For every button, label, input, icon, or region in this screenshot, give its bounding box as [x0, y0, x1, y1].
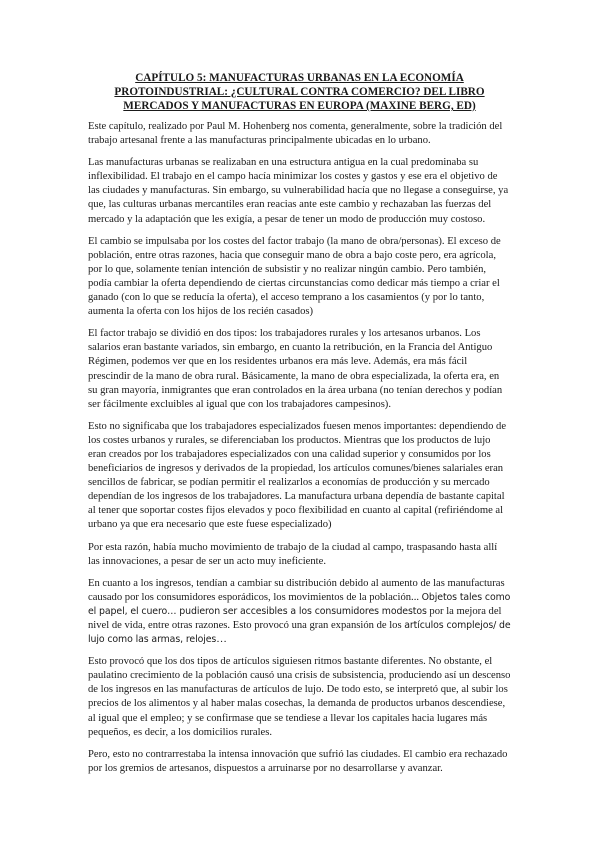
- title-line: CAPÍTULO 5: MANUFACTURAS URBANAS EN LA ECONOMÍA: [135, 72, 464, 84]
- paragraph-factor-trabajo: El factor trabajo se dividió en dos tipos: los trabajadores rurales y los artesanos urbanos. Los salarios eran bastante variados, sin embargo, en cuanto la retribución, en la Francia del Antiguo Régimen, podemos ver que en los residentes urbanos era más leve. Además, era más fácil prescindir de la mano de obra rural. Básicamente, la mano de obra especializada, la oferta era, en su gran mayoría, inmigrantes que eran controlados en la área urbana (no tenían derechos y podían ser fácilmente excluibles al igual que con los trabajadores campesinos).: [88, 328, 503, 410]
- paragraph-cambio: El cambio se impulsaba por los costes del factor trabajo (la mano de obra/personas). El exceso de población, entre otras razones, hacia que conseguir mano de obra a bajo coste pero, era agrícola, por lo que, solamente tenían intención de subsistir y no realizar ningún cambio. Pero también, podía cambiar la oferta dependiendo de ciertas circunstancias como dedicar más tiempo a criar el ganado (con lo que se reducía la oferta), el acceso temprano a los casamientos (y por lo tanto, aumenta la oferta con los hijos de los recién casados): [88, 235, 501, 318]
- handwritten-insert-2: artículos complejos/ de lujo como las armas, relojes: [88, 620, 511, 646]
- title-line: MERCADOS Y MANUFACTURAS EN EUROPA (MAXINE BERG, ED): [123, 100, 476, 112]
- paragraph-innovacion: Pero, esto no contrarrestaba la intensa innovación que sufrió las ciudades. El cambio era rechazado por los gremios de artesanos, dispuestos a arruinarse por no desarrollarse y avanzar.: [88, 748, 508, 774]
- paragraph-ritmos: Esto provocó que los dos tipos de artículos siguiesen ritmos bastante diferentes. No obstante, el paulatino crecimiento de la población causó una crisis de subsistencia, produciendo así un descenso de los ingresos en las manufacturas de artículos de lujo. De todo esto, se interpretó que, al subir los precios de los alimentos y al haber malas cosechas, la demanda de productos urbanos descendiese, al igual que el empleo; y se confirmase que se tendiese a llevar los capitales hacia lugares más pequeños, es decir, a los domicilios rurales.: [88, 656, 511, 738]
- paragraph-especializados: Esto no significaba que los trabajadores especializados fuesen menos importantes: dependiendo de los costes urbanos y rurales, se diferenciaban los productos. Mientras que los productos de lujo eran creados por los trabajadores especializados con una calidad superior y consumidos por los beneficiarios de ingresos y derivados de la propiedad, los artículos comunes/bienes salariales eran sencillos de fabricar, se podían permitir el realizarlos a economías de producción y su mercado dependían de los ingresos de los trabajadores. La manufactura urbana dependía de bastante capital al tener que soportar costes fijos elevados y poco flexibilidad en cuanto al capital (refiriéndome al urbano ya que era necesario que este fuese especializado): [88, 420, 507, 531]
- paragraph-ingresos: [88, 577, 511, 647]
- title-line: PROTOINDUSTRIAL: ¿CULTURAL CONTRA COMERCIO? DEL LIBRO: [114, 86, 485, 98]
- handwritten-insert-1: Objetos tales como el papel, el cuero… pudieron ser accesibles a los consumidores modestos: [88, 591, 511, 617]
- paragraph-manufacturas: Las manufacturas urbanas se realizaban en una estructura antigua en la cual predominaba su inflexibilidad. El trabajo en el campo hacía minimizar los costes y gastos y ese era el objetivo de las ciudades y manufacturas. Sin embargo, su vulnerabilidad hacía que no llegase a conseguirse, ya que, las culturas urbanas mercantiles eran reacias ante este cambio y rechazaban las fuerzas del mercado y la adaptación que les exigía, a pesar de tener un modo de producción muy costoso.: [88, 157, 509, 225]
- ingresos-text-3: …: [216, 634, 227, 646]
- chapter-title: [88, 71, 511, 113]
- ingresos-text-1: En cuanto a los ingresos, tendían a cambiar su distribución debido al aumento de las manufacturas causado por los consumidores esporádicos, los movimientos de la población...: [88, 577, 505, 603]
- ingresos-text-2: por la mejora del nivel de vida, entre otras razones. Esto provocó una gran expansión de los: [88, 605, 502, 631]
- paragraph-intro: Este capítulo, realizado por Paul M. Hohenberg nos comenta, generalmente, sobre la tradición del trabajo artesanal frente a las manufacturas principalmente ubicadas en lo urbano.: [88, 121, 503, 147]
- paragraph-movimiento: Por esta razón, había mucho movimiento de trabajo de la ciudad al campo, traspasando hasta allí las innovaciones, a pesar de ser un acto muy ineficiente.: [88, 541, 498, 567]
